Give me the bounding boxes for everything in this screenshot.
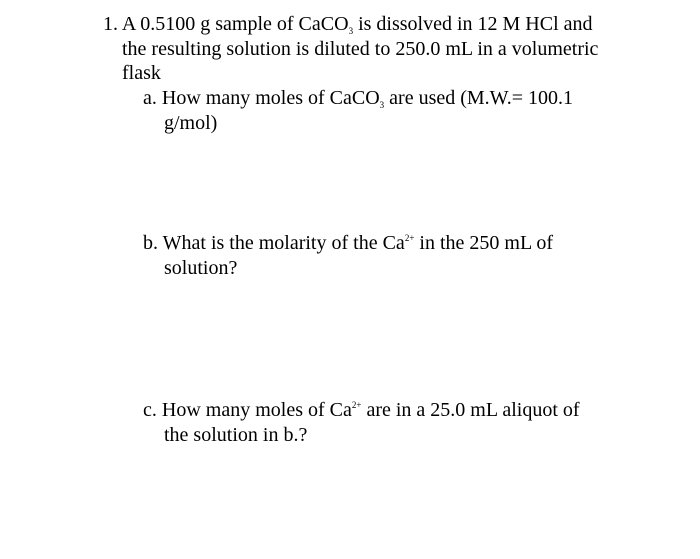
question-1-line-3: flask	[122, 62, 161, 84]
part-b-line-2: solution?	[164, 257, 238, 279]
part-b-line-1	[143, 231, 553, 255]
subscript-3: 3	[379, 100, 385, 110]
part-a-letter: a.	[143, 87, 157, 109]
question-1-text-b: is dissolved in 12 M HCl and	[353, 13, 593, 35]
part-c-letter: c.	[143, 399, 157, 421]
question-1-line-2: the resulting solution is diluted to 250.0 mL in a volumetric	[122, 38, 599, 60]
superscript-2-plus: 2+	[351, 400, 362, 410]
part-b-text-b: in the 250 mL of	[414, 232, 554, 254]
subscript-3: 3	[348, 26, 354, 36]
superscript-2-plus: 2+	[404, 233, 415, 243]
part-c-line-2: the solution in b.?	[164, 424, 308, 446]
part-a-line-1	[143, 86, 573, 110]
part-a-text-b: are used (M.W.= 100.1	[384, 87, 573, 109]
part-a-line-2: g/mol)	[164, 112, 218, 134]
part-c-text-b: are in a 25.0 mL aliquot of	[361, 399, 580, 421]
part-b-letter: b.	[143, 232, 158, 254]
question-1-number: 1.	[103, 13, 118, 35]
part-a-text-a: How many moles of CaCO	[161, 87, 380, 109]
question-1-line-1	[103, 12, 593, 36]
part-b-text-a: What is the molarity of the Ca	[162, 232, 405, 254]
part-c-line-1	[143, 398, 580, 422]
part-c-text-a: How many moles of Ca	[161, 399, 352, 421]
question-1-text-a: A 0.5100 g sample of CaCO	[121, 13, 349, 35]
